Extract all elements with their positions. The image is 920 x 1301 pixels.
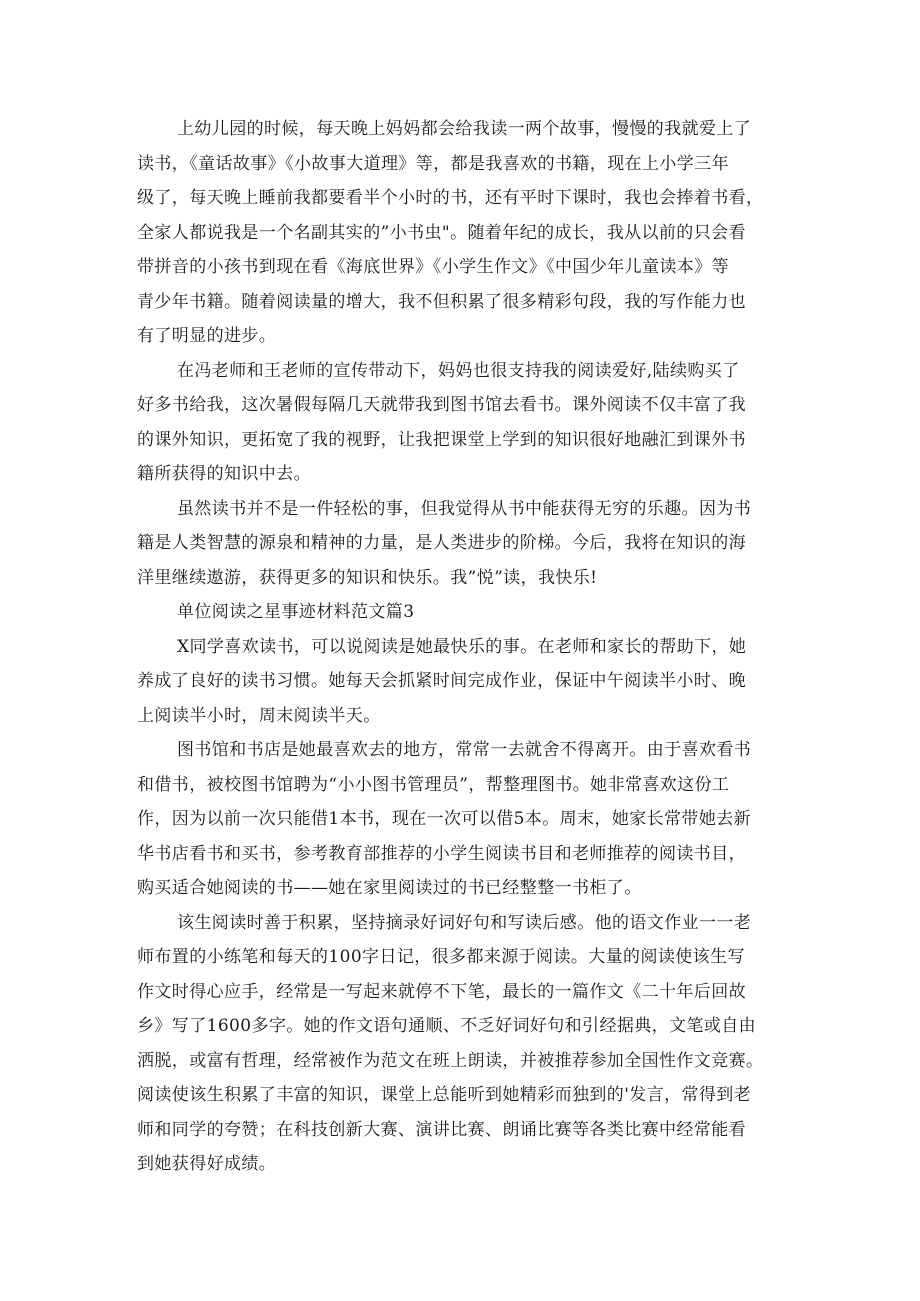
paragraph [137,630,797,734]
paragraph-line: 养成了良好的读书习惯。她每天会抓紧时间完成作业，保证中午阅读半小时、晚 [137,671,746,691]
paragraph-line: 青少年书籍。随着阅读量的增大，我不但积累了很多精彩句段，我的写作能力也 [137,291,746,312]
paragraph-line: 图书馆和书店是她最喜欢去的地方，常常一去就舍不得离开。由于喜欢看书 [177,740,752,760]
paragraph-line: 师布置的小练笔和每天的100字日记，很多都来源于阅读。大量的阅读使该生写 [137,947,745,967]
paragraph [137,906,797,1182]
paragraph-line: 籍所获得的知识中去。 [137,464,311,484]
paragraph-line: X同学喜欢读书，可以说阅读是她最快乐的事。在老师和家长的帮助下，她 [177,636,747,657]
paragraph-line: 洋里继续遨游，获得更多的知识和快乐。我”悦”读，我快乐! [137,567,598,588]
paragraph-line: 阅读使该生积累了丰富的知识，课堂上总能听到她精彩而独到的'发言，常得到老 [137,1085,752,1105]
heading-text: 单位阅读之星事迹材料范文篇3 [177,602,415,622]
paragraph [137,112,797,354]
paragraph-line: 该生阅读时善于积累，坚持摘录好词好句和写读后感。他的语文作业一一老 [177,912,752,933]
paragraph [137,733,797,906]
paragraph-line: 籍是人类智慧的源泉和精神的力量，是人类进步的阶梯。今后，我将在知识的海 [137,533,746,553]
paragraph-line: 好多书给我，这次暑假每隔几天就带我到图书馆去看书。课外阅读不仅丰富了我 [137,395,746,415]
paragraph-line: 到她获得好成绩。 [137,1154,277,1174]
paragraph-line: 的课外知识，更拓宽了我的视野，让我把课堂上学到的知识很好地融汇到课外书 [137,429,746,450]
paragraph-line: 师和同学的夸赞；在科技创新大赛、演讲比赛、朗诵比赛等各类比赛中经常能看 [137,1119,746,1140]
paragraph-line: 在冯老师和王老师的宣传带动下，妈妈也很支持我的阅读爱好,陆续购买了 [177,360,740,381]
paragraph-line: 和借书，被校图书馆聘为“小小图书管理员”，帮整理图书。她非常喜欢这份工 [137,774,730,795]
paragraph [137,354,797,492]
paragraph-line: 购买适合她阅读的书——她在家里阅读过的书已经整整一书柜了。 [137,878,642,898]
paragraph-line: 上阅读半小时，周末阅读半天。 [137,705,381,726]
paragraph-line: 作文时得心应手，经常是一写起来就停不下笔，最长的一篇作文《二十年后回故 [137,981,746,1002]
paragraph-line: 虽然读书并不是一件轻松的事，但我觉得从书中能获得无穷的乐趣。因为书 [177,498,752,519]
paragraph-line: 洒脱，或富有哲理，经常被作为范文在班上朗读，并被推荐参加全国性作文竞赛。 [137,1050,764,1071]
document-body [137,112,797,1182]
paragraph-line: 华书店看书和买书，参考教育部推荐的小学生阅读书目和老师推荐的阅读书目， [137,843,746,864]
paragraph [137,492,797,596]
paragraph-line: 乡》写了1600多字。她的作文语句通顺、不乏好词好句和引经据典，文笔或自由 [137,1016,757,1036]
paragraph-line: 读书，《童话故事》《小故事大道理》等，都是我喜欢的书籍，现在上小学三年 [137,153,729,174]
paragraph-line: 有了明显的进步。 [137,326,277,346]
paragraph-line: 带拼音的小孩书到现在看《海底世界》《小学生作文》《中国少年儿童读本》等 [137,257,729,277]
section-heading [137,595,797,630]
paragraph-line: 上幼儿园的时候，每天晚上妈妈都会给我读一两个故事，慢慢的我就爱上了 [177,119,752,139]
paragraph-line: 全家人都说我是一个名副其实的”小书虫"。随着年纪的成长，我从以前的只会看 [137,222,746,243]
paragraph-line: 级了，每天晚上睡前我都要看半个小时的书，还有平时下课时，我也会捧着书看， [137,188,764,208]
paragraph-line: 作，因为以前一次只能借1本书，现在一次可以借5本。周末，她家长常带她去新 [137,809,752,829]
